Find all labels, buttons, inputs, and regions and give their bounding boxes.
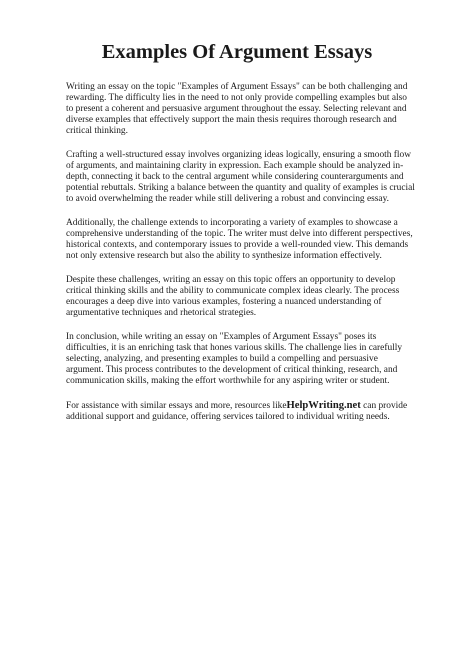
paragraph-1: Writing an essay on the topic "Examples of Argument Essays" can be both challenging and rewarding. The difficulty lies in the need to not only provide compelling examples but also to present a coherent and persuasive argument throughout the essay. Selecting relevant and diverse examples that effectively support the main thesis requires thorough research and critical thinking. [66,82,408,137]
closing-text-before: For assistance with similar essays and more, resources like [66,400,287,411]
paragraph-5: In conclusion, while writing an essay on "Examples of Argument Essays" poses its difficulties, it is an enriching task that hones various skills. The challenge lies in carefully selecting, analyzing, and presenting examples to build a compelling and persuasive argument. This process contributes to the development of critical thinking, research, and communication skills, making the effort worthwhile for any aspiring writer or student. [66,331,403,387]
paragraph-3: Additionally, the challenge extends to incorporating a variety of examples to showcase a comprehensive understanding of the topic. The writer must delve into different perspectives, historical contexts, and contemporary issues to provide a well-rounded view. This demands not only extensive research but also the ability to synthesize information effectively. [66,217,413,262]
closing-text-after: can provide additional support and guidance, offering services tailored to individual writing needs. [66,400,408,422]
paragraph-4: Despite these challenges, writing an essay on this topic offers an opportunity to develop critical thinking skills and the ability to communicate complex ideas clearly. The process encourages a deep dive into various examples, fostering a nuanced understanding of argumentative techniques and rhetorical strategies. [66,274,400,319]
document-body [66,82,416,435]
document-title: Examples Of Argument Essays [101,41,373,63]
closing-paragraph [66,400,416,423]
paragraph-2: Crafting a well-structured essay involves organizing ideas logically, ensuring a smooth flow of arguments, and maintaining clarity in expression. Each example should be analyzed in-depth, connecting it back to the central argument while considering counterarguments and potential rebuttals. Striking a balance between the quantity and quality of examples is crucial to avoid overwhelming the reader while still delivering a robust and convincing essay. [66,149,415,205]
helpwriting-link[interactable]: HelpWriting.net [286,399,361,411]
